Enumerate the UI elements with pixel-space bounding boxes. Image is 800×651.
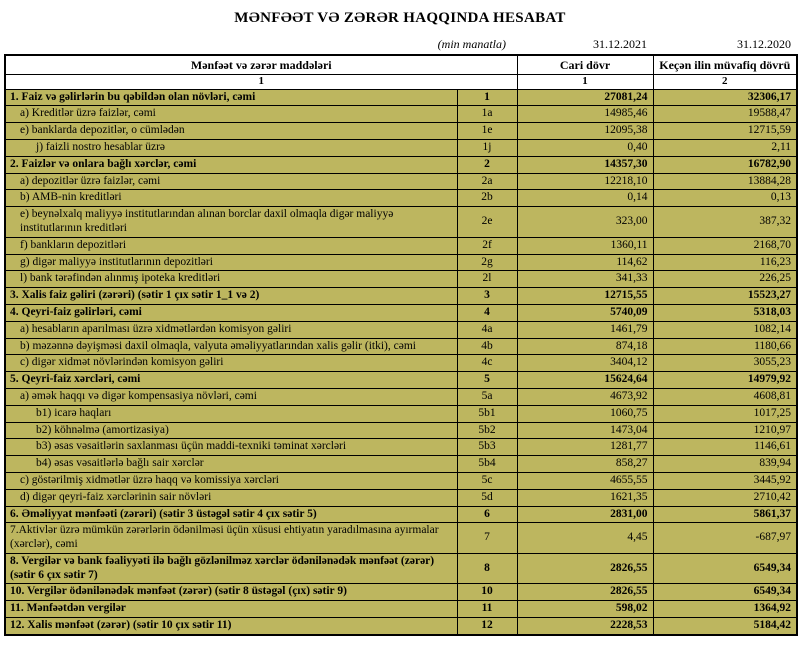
row-label: 6. Əməliyyat mənfəəti (zərəri) (sətir 3 üstəgəl sətir 4 çıx sətir 5) [10, 507, 317, 520]
row-label: a) depozitlər üzrə faizlər, cəmi [20, 174, 161, 187]
row-code: 12 [457, 618, 517, 635]
row-value-previous: 1210,97 [653, 422, 797, 439]
row-value-current: 858,27 [517, 456, 653, 473]
row-code: 4a [457, 321, 517, 338]
row-label: b) AMB-nin kreditləri [20, 191, 122, 204]
row-code: 5 [457, 372, 517, 389]
row-label: 12. Xalis mənfəət (zərər) (sətir 10 çıx sətir 11) [10, 619, 232, 632]
row-value-current: 1060,75 [517, 405, 653, 422]
table-row [5, 173, 797, 190]
table-row [5, 422, 797, 439]
table-row [5, 584, 797, 601]
profit-loss-table [4, 54, 798, 636]
row-value-previous: 1017,25 [653, 405, 797, 422]
row-value-current: 12715,55 [517, 288, 653, 305]
row-code: 5d [457, 489, 517, 506]
table-row [5, 123, 797, 140]
row-label: b4) əsas vəsaitlərlə bağlı sair xərclər [36, 457, 204, 470]
row-value-previous: 13884,28 [653, 173, 797, 190]
row-value-current: 12218,10 [517, 173, 653, 190]
column-number-row [5, 75, 797, 89]
row-label: b) məzənnə dəyişməsi daxil olmaqla, valyuta əməliyyatlarından xalis gəlir (itki), cəmi [20, 339, 416, 352]
row-value-previous: 387,32 [653, 207, 797, 238]
row-value-current: 323,00 [517, 207, 653, 238]
row-label: l) bank tərəfindən alınmış ipoteka kreditləri [20, 272, 221, 285]
row-value-previous: -687,97 [653, 523, 797, 554]
row-value-previous: 6549,34 [653, 553, 797, 584]
table-row [5, 207, 797, 238]
row-value-previous: 15523,27 [653, 288, 797, 305]
date-current: 31.12.2021 [593, 37, 647, 51]
row-code: 5b3 [457, 439, 517, 456]
row-value-previous: 3445,92 [653, 472, 797, 489]
row-code: 4 [457, 304, 517, 321]
row-label: d) digər qeyri-faiz xərclərinin sair növləri [20, 490, 212, 503]
row-label: b3) əsas vəsaitlərin saxlanması üçün maddi-texniki təminat xərcləri [36, 440, 347, 453]
column-number-current: 1 [517, 75, 653, 89]
row-value-previous: 226,25 [653, 271, 797, 288]
table-row [5, 553, 797, 584]
row-code: 4c [457, 355, 517, 372]
row-label: 8. Vergilər və bank fəaliyyəti ilə bağlı gözlənilməz xərclər ödənilənədək mənfəət (zərər) (sətir 6 çıx sətir 7) [10, 554, 435, 581]
table-row [5, 439, 797, 456]
header-row [5, 55, 797, 75]
row-value-current: 1461,79 [517, 321, 653, 338]
row-code: 2f [457, 237, 517, 254]
row-value-previous: 32306,17 [653, 89, 797, 106]
header-current-period: Cari dövr [517, 55, 653, 75]
table-row [5, 601, 797, 618]
column-number-previous: 2 [653, 75, 797, 89]
row-label: 7.Aktivlər üzrə mümkün zərərlərin ödənilməsi üçün xüsusi ehtiyatın yaradılmasına ayırmalar (xərclər), cəmi [10, 524, 439, 551]
row-code: 5b2 [457, 422, 517, 439]
row-value-current: 14985,46 [517, 106, 653, 123]
row-value-previous: 1364,92 [653, 601, 797, 618]
row-value-current: 1621,35 [517, 489, 653, 506]
row-value-previous: 1082,14 [653, 321, 797, 338]
table-row [5, 388, 797, 405]
row-label: 5. Qeyri-faiz xərcləri, cəmi [10, 373, 141, 386]
unit-note: (min manatla) [437, 37, 506, 51]
row-value-previous: 12715,59 [653, 123, 797, 140]
row-code: 5b4 [457, 456, 517, 473]
table-row [5, 338, 797, 355]
table-row [5, 271, 797, 288]
row-value-current: 2826,55 [517, 553, 653, 584]
row-value-current: 4655,55 [517, 472, 653, 489]
row-label: b2) köhnəlmə (amortizasiya) [36, 423, 169, 436]
row-code: 2a [457, 173, 517, 190]
row-code: 6 [457, 506, 517, 523]
row-value-current: 5740,09 [517, 304, 653, 321]
row-label: b1) icarə haqları [36, 406, 112, 419]
row-value-previous: 2,11 [653, 139, 797, 156]
row-label: e) banklarda depozitlər, o cümlədən [20, 124, 185, 137]
row-value-current: 341,33 [517, 271, 653, 288]
table-body [5, 89, 797, 635]
table-row [5, 106, 797, 123]
row-label: 4. Qeyri-faiz gəlirləri, cəmi [10, 305, 142, 318]
row-value-current: 4,45 [517, 523, 653, 554]
row-code: 11 [457, 601, 517, 618]
table-row [5, 254, 797, 271]
row-code: 5a [457, 388, 517, 405]
row-code: 1e [457, 123, 517, 140]
row-label: f) bankların depozitləri [20, 238, 127, 251]
row-value-current: 114,62 [517, 254, 653, 271]
row-value-current: 4673,92 [517, 388, 653, 405]
table-row [5, 89, 797, 106]
row-label: g) digər maliyyə institutlarının depozitləri [20, 255, 213, 268]
table-row [5, 523, 797, 554]
row-label: 3. Xalis faiz gəliri (zərəri) (sətir 1 çıx sətir 1_1 və 2) [10, 289, 260, 302]
row-value-previous: 116,23 [653, 254, 797, 271]
row-label: j) faizli nostro hesablar üzrə [36, 140, 165, 153]
row-label: a) Kreditlər üzrə faizlər, cəmi [20, 107, 156, 120]
table-row [5, 288, 797, 305]
row-value-previous: 2168,70 [653, 237, 797, 254]
row-code: 3 [457, 288, 517, 305]
row-label: a) hesabların aparılması üzrə xidmətlərdən komisyon gəliri [20, 322, 292, 335]
page-title: MƏNFƏƏT VƏ ZƏRƏR HAQQINDA HESABAT [234, 10, 566, 26]
table-row [5, 372, 797, 389]
meta-row [4, 37, 796, 52]
row-code: 7 [457, 523, 517, 554]
row-code: 2e [457, 207, 517, 238]
row-value-previous: 14979,92 [653, 372, 797, 389]
table-row [5, 618, 797, 635]
row-value-previous: 16782,90 [653, 156, 797, 173]
date-previous: 31.12.2020 [737, 37, 791, 51]
row-value-current: 2826,55 [517, 584, 653, 601]
row-label: c) göstərilmiş xidmətlər üzrə haqq və komissiya xərcləri [20, 473, 279, 486]
header-previous-period: Keçən ilin müvafiq dövrü [653, 55, 797, 75]
row-value-previous: 1146,61 [653, 439, 797, 456]
table-row [5, 456, 797, 473]
row-code: 10 [457, 584, 517, 601]
row-value-previous: 5184,42 [653, 618, 797, 635]
table-row [5, 472, 797, 489]
row-value-previous: 1180,66 [653, 338, 797, 355]
row-value-current: 14357,30 [517, 156, 653, 173]
row-label: e) beynəlxalq maliyyə institutlarından alınan borclar daxil olmaqla digər maliyyə institutlarının kreditləri [20, 208, 394, 234]
row-value-current: 1360,11 [517, 237, 653, 254]
row-code: 1j [457, 139, 517, 156]
row-code: 1a [457, 106, 517, 123]
row-label: c) digər xidmət növlərindən komisyon gəliri [20, 356, 224, 369]
row-value-current: 27081,24 [517, 89, 653, 106]
table-row [5, 405, 797, 422]
row-value-current: 874,18 [517, 338, 653, 355]
table-row [5, 355, 797, 372]
row-label: a) əmək haqqı və digər kompensasiya növləri, cəmi [20, 389, 257, 402]
row-value-previous: 3055,23 [653, 355, 797, 372]
row-value-current: 3404,12 [517, 355, 653, 372]
row-value-current: 598,02 [517, 601, 653, 618]
row-code: 2l [457, 271, 517, 288]
row-label: 10. Vergilər ödənilənədək mənfəət (zərər) (sətir 8 üstəgəl (çıx) sətir 9) [10, 585, 347, 598]
row-label: 2. Faizlər və onlara bağlı xərclər, cəmi [10, 157, 197, 170]
row-label: 11. Mənfəətdən vergilər [10, 602, 126, 615]
row-value-current: 15624,64 [517, 372, 653, 389]
row-value-previous: 839,94 [653, 456, 797, 473]
row-code: 4b [457, 338, 517, 355]
row-value-previous: 0,13 [653, 190, 797, 207]
header-items: Mənfəət və zərər maddələri [5, 55, 517, 75]
row-value-current: 12095,38 [517, 123, 653, 140]
column-number-items: 1 [5, 75, 517, 89]
table-row [5, 321, 797, 338]
row-value-current: 2831,00 [517, 506, 653, 523]
row-code: 2 [457, 156, 517, 173]
row-label: 1. Faiz və gəlirlərin bu qəbildən olan növləri, cəmi [10, 90, 256, 103]
row-value-previous: 2710,42 [653, 489, 797, 506]
table-row [5, 506, 797, 523]
row-code: 8 [457, 553, 517, 584]
table-row [5, 489, 797, 506]
row-value-current: 1473,04 [517, 422, 653, 439]
row-value-current: 1281,77 [517, 439, 653, 456]
row-value-previous: 4608,81 [653, 388, 797, 405]
table-row [5, 139, 797, 156]
row-value-current: 0,14 [517, 190, 653, 207]
row-code: 2g [457, 254, 517, 271]
row-value-current: 2228,53 [517, 618, 653, 635]
row-value-previous: 5318,03 [653, 304, 797, 321]
table-row [5, 237, 797, 254]
row-value-current: 0,40 [517, 139, 653, 156]
row-value-previous: 5861,37 [653, 506, 797, 523]
row-code: 5b1 [457, 405, 517, 422]
row-code: 5c [457, 472, 517, 489]
row-code: 2b [457, 190, 517, 207]
table-row [5, 190, 797, 207]
row-value-previous: 6549,34 [653, 584, 797, 601]
row-code: 1 [457, 89, 517, 106]
table-row [5, 156, 797, 173]
table-row [5, 304, 797, 321]
row-value-previous: 19588,47 [653, 106, 797, 123]
